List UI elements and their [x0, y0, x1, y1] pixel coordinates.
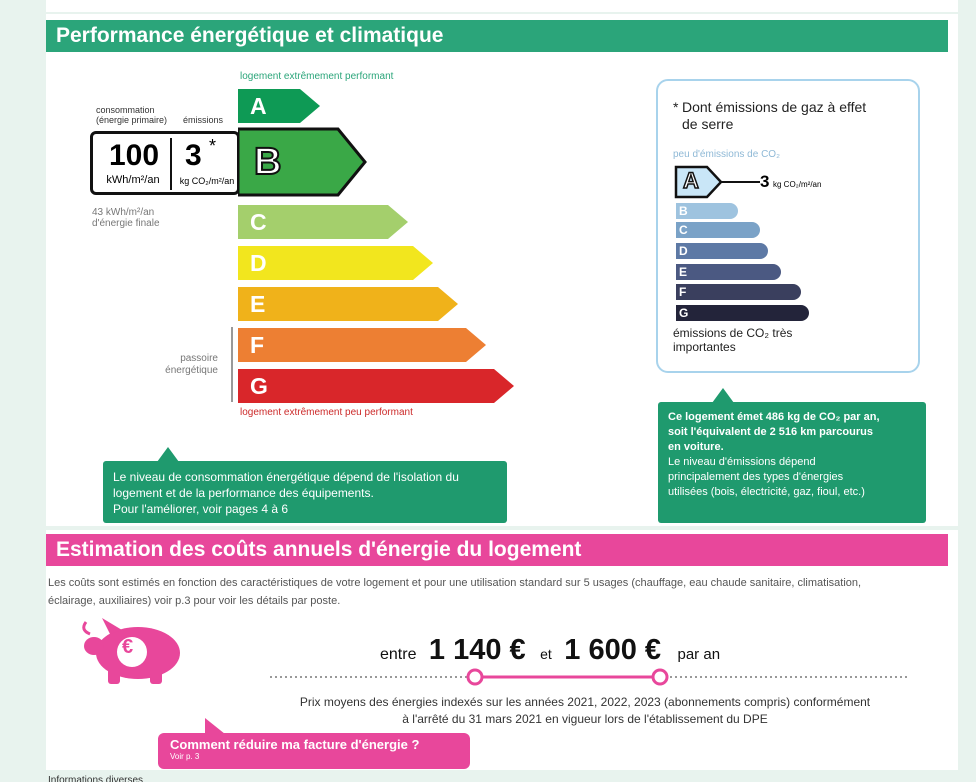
ges-class-d-bar: D [676, 243, 768, 259]
final-energy-note: 43 kWh/m²/an d'énergie finale [92, 207, 160, 229]
cost-range-track [270, 667, 910, 687]
ges-title-star: * [673, 99, 679, 115]
ges-class-a-letter: A [683, 168, 699, 193]
ges-marker-line [733, 181, 760, 183]
class-b-letter: B [254, 141, 282, 183]
class-e-bar [238, 287, 458, 321]
energy-info-line-1: Le niveau de consommation énergétique dépend de l'isolation du [113, 470, 459, 484]
reduce-bill-cta[interactable] [158, 733, 470, 769]
top-performance-label: logement extrêmement performant [240, 71, 394, 82]
consumption-box [90, 131, 240, 195]
ges-class-a-marker [673, 164, 733, 200]
ges-class-b-bar: B [676, 203, 738, 219]
class-f-bar [238, 328, 486, 362]
ges-class-g-bar: G [676, 305, 809, 321]
class-d-bar [238, 246, 433, 280]
cost-range [380, 630, 720, 670]
cost-note-line-1: Prix moyens des énergies indexés sur les années 2021, 2022, 2023 (abonnements compris) conformément [299, 695, 871, 709]
ges-title: Dont émissions de gaz à effet de serre [682, 99, 867, 132]
cta-subtitle: Voir p. 3 [170, 752, 200, 761]
bottom-performance-label: logement extrêmement peu performant [240, 407, 413, 418]
class-f-letter: F [250, 332, 265, 358]
passoire-label: passoire énergétique [165, 353, 218, 376]
class-a-letter: A [250, 93, 267, 119]
ges-bubble-bold-1: Ce logement émet 486 kg de CO₂ par an, [668, 411, 880, 423]
energy-info-line-2: logement et de la performance des équipements. [113, 486, 374, 500]
class-d-letter: D [250, 250, 267, 276]
passoire-bracket [231, 327, 233, 402]
ges-low-label: peu d'émissions de CO₂ [673, 149, 780, 160]
ges-bubble-text-1: Le niveau d'émissions dépend [668, 456, 816, 468]
top-strip [46, 0, 958, 12]
cost-section-title: Estimation des coûts annuels d'énergie du logement [46, 534, 948, 566]
energy-info-bubble [103, 461, 507, 523]
cost-intro-line-2: éclairage, auxiliaires) voir p.3 pour voir les détails par poste. [48, 595, 341, 607]
cost-intro [48, 574, 958, 610]
energy-bubble-pointer [157, 447, 179, 462]
ges-current-unit: kg CO₂/m²/an [773, 180, 822, 189]
cost-note-line-2: à l'arrêté du 31 mars 2021 en vigueur lors de l'établissement du DPE [402, 712, 768, 726]
ges-info-bubble [658, 402, 926, 523]
ges-bubble-bold-3: en voiture. [668, 441, 724, 453]
emissions-label: émissions [183, 115, 224, 125]
class-e-letter: E [250, 291, 266, 317]
emissions-value: 3 [185, 139, 202, 172]
consumption-value: 100 [108, 139, 160, 172]
class-c-letter: C [250, 209, 267, 235]
emissions-unit: kg CO₂/m²/an [179, 176, 235, 186]
cost-intro-line-1: Les coûts sont estimés en fonction des caractéristiques de votre logement et pour une utilisation standard sur 5 usages (chauffage, eau chaude sanitaire, climatisation, [48, 577, 862, 589]
ges-current-value: 3 [760, 172, 770, 191]
consumption-label: consommation (énergie primaire) [96, 105, 168, 125]
ges-class-c-bar: C [676, 222, 760, 238]
footer-cut-text: Informations diverses [48, 775, 144, 782]
consumption-unit: kWh/m²/an [106, 174, 160, 186]
entre-text: entre [380, 646, 417, 663]
ges-bubble-text-3: utilisées (bois, électricité, gaz, fioul, etc.) [668, 486, 865, 498]
emissions-star: * [209, 136, 217, 156]
cost-high: 1 600 € [564, 634, 662, 666]
et-text: et [540, 646, 552, 662]
energy-info-line-3: Pour l'améliorer, voir pages 4 à 6 [113, 502, 289, 516]
ges-class-e-bar: E [676, 264, 781, 280]
energy-section-title: Performance énergétique et climatique [46, 20, 948, 52]
ges-bubble-bold-2: soit l'équivalent de 2 516 km parcourus [668, 426, 873, 438]
ges-bubble-text-2: principalement des types d'énergies [668, 471, 844, 483]
ges-high-label: émissions de CO₂ très importantes [673, 326, 793, 354]
ges-class-f-bar: F [676, 284, 801, 300]
energy-class-scale [238, 85, 538, 405]
cost-low: 1 140 € [428, 634, 526, 666]
class-g-letter: G [250, 373, 268, 399]
ges-bubble-pointer [712, 388, 734, 403]
cost-note [230, 694, 940, 728]
cta-pointer [205, 718, 225, 734]
cta-title: Comment réduire ma facture d'énergie ? [170, 737, 420, 752]
euro-symbol: € [122, 636, 134, 658]
per-year-text: par an [677, 646, 721, 663]
class-g-bar [238, 369, 514, 403]
